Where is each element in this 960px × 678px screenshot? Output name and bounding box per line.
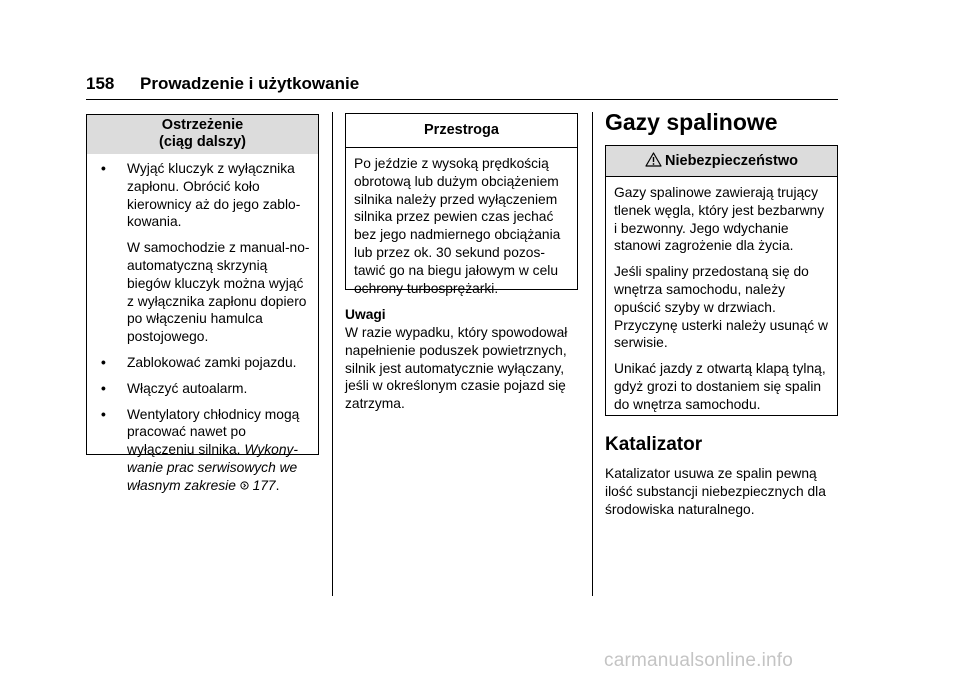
list-item: • Wentylatory chłodnicy mogą pracować nawet po wyłączeniu silnika. Wykony-wanie prac serwisowych we własnym zakresie 177. — [101, 406, 300, 493]
column-divider-2 — [592, 112, 593, 596]
warning-continued-title: Ostrzeżenie (ciąg dalszy) — [87, 115, 318, 154]
danger-text: Gazy spalinowe zawierają trujący tlenek węgla, który jest bezbarwny i bezwonny. Jego wdychanie stanowi zagrożenie dla życia. Jeśli spaliny przedostaną się do wnętrza samochodu, należy opuścić szyby w drzwiach. Przyczynę usterki należy usunąć w serwisie. Unikać jazdy z otwartą klapą tylną, gdyż grozi to dostaniem się spalin do wnętrza samochodu. — [614, 185, 828, 412]
page-reference-number[interactable]: 177 — [252, 477, 276, 493]
catalyst-heading: Katalizator — [605, 434, 703, 455]
bullet: • — [101, 406, 106, 422]
caution-title: Przestroga — [346, 114, 577, 148]
page-reference-icon — [240, 478, 249, 493]
header-divider — [86, 99, 838, 100]
page-header — [86, 74, 359, 94]
watermark: carmanualsonline.info — [604, 650, 794, 671]
bullet: • — [101, 354, 106, 370]
danger-title: Niebezpieczeństwo — [606, 146, 837, 177]
column-divider-1 — [332, 112, 333, 596]
chapter-title: Prowadzenie i użytkowanie — [140, 74, 360, 93]
notes-section — [345, 306, 585, 413]
warning-bullet-list — [87, 154, 318, 495]
list-item: • Zablokować zamki pojazdu. — [101, 354, 297, 370]
catalyst-text: Katalizator usuwa ze spalin pewną ilość substancji niebezpiecznych dla środowiska naturalnego. — [605, 466, 826, 517]
exhaust-heading: Gazy spalinowe — [605, 109, 778, 135]
list-item: • Wyjąć kluczyk z wyłącznika zapłonu. Obrócić koło kierownicy aż do jego zablo-kowania. W samochodzie z manual-no-automatyczną skrzynią biegów kluczyk można wyjąć z wyłącznika zapłonu dopiero po włączeniu hamulca postojowego. — [101, 161, 310, 345]
caution-box — [345, 113, 578, 296]
bullet: • — [101, 380, 106, 396]
notes-text: W razie wypadku, który spowodował napełnienie poduszek powietrznych, silnik jest automatycznie wyłączany, jeśli w określonym czasie pojazd się zatrzyma. — [345, 325, 568, 412]
page-number: 158 — [86, 74, 115, 93]
danger-box — [605, 145, 838, 416]
list-item: • Włączyć autoalarm. — [101, 380, 248, 396]
caution-text: Po jeździe z wysoką prędkością obrotową lub dużym obciążeniem silnika należy przed wyłączeniem silnika przez pewien czas jechać bez jego nadmiernego obciążania lub przez ok. 30 sekund pozos-tawić go na biegu jałowym w celu ochrony turbosprężarki. — [354, 156, 561, 296]
notes-title: Uwagi — [345, 307, 386, 322]
cross-reference-link[interactable]: Wykony-wanie prac serwisowych we własnym zakresie — [127, 442, 299, 493]
bullet: • — [101, 161, 106, 176]
warning-continued-box — [86, 114, 319, 493]
warning-triangle-icon — [645, 152, 662, 172]
